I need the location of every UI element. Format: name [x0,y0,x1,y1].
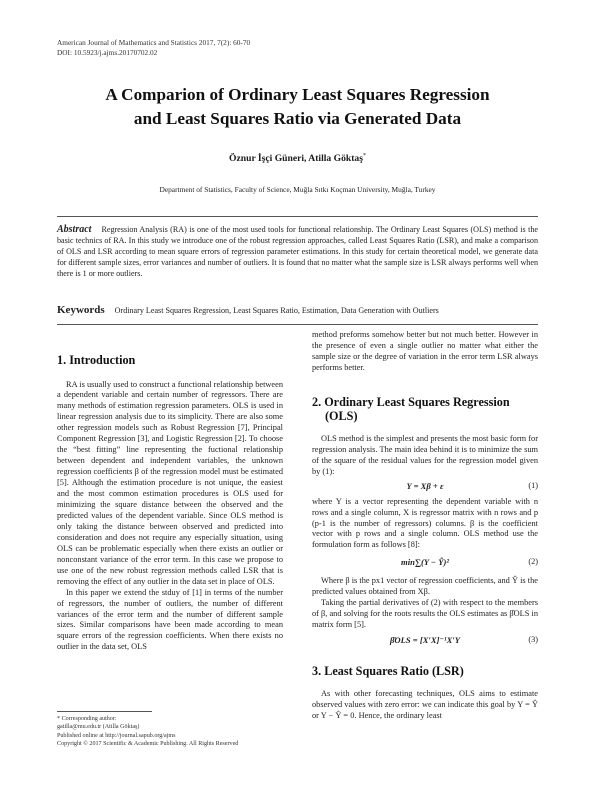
abstract [57,224,538,279]
section-2-paragraph-4: Taking the partial derivatives of (2) with respect to the members of β, and solving for the roots results the OLS estimates as β̂OLS in matrix form [5]. [312,598,538,630]
title-line-1: A Comparion of Ordinary Least Squares Regression [105,85,490,104]
section-2-heading [312,395,538,424]
abstract-text: Regression Analysis (RA) is one of the most used tools for functional relationship. The Ordinary Least Squares (OLS) method is the basic technics of RA. In this study we introduce one of the robust regression approaches, called Least Squares Ratio (LSR), and make a comparison of OLS and LSR according to mean square errors of regression parameter estimations. In this study for certain theoretical model, we generate data for different sample sizes, error variances and number of outliers. It is found that no matter what the sample size is LSR always performs well when there is 1 or more outliers. [57,225,538,279]
section-3-paragraph-1: As with other forecasting techniques, OLS aims to estimate observed values with zero error: we can indicate this goal by Y = Ŷ or Y − Ŷ = 0. Hence, the ordinary least [312,688,538,720]
intro-continuation: method preforms somehow better but not much better. However in the presence of even a single outlier no matter what either the sample size or the degree of variation in the error term LSR always performs better. [312,330,538,372]
section-2-paragraph-2: where Y is a vector representing the dependent variable with n rows and a single column, X is regressor matrix with n rows and p (p-1 is the number of regressors) columns. β is the coefficient vector with p rows and a single column. OLS method use the formulation form as follows [8]: [312,496,538,550]
author-list [0,153,595,164]
keywords-label: Keywords [57,304,105,316]
equation-1-body: Y = Xβ + ε [406,480,444,491]
corresponding-mark: * [362,153,366,159]
keywords-bottom-rule [57,324,538,325]
equation-3-body: β̂OLS = [X′X]⁻¹X′Y [390,635,460,646]
title-line-2: and Least Squares Ratio via Generated Data [133,108,462,128]
section-2-heading-line-1: 2. Ordinary Least Squares Regression [312,394,510,409]
abstract-top-rule [57,216,538,217]
journal-citation: American Journal of Mathematics and Statistics 2017, 7(2): 60-70 [57,38,251,47]
equation-1 [312,481,538,495]
section-1-paragraph-2: In this paper we extend the stduy of [1] in terms of the number of regressors, the number of outliers, the number of different variances of the error term and the number of different sample sizes. Similar comparisons have been made according to mean square errors of the regression coefficients. When there exists no outlier in the data set, OLS [57,587,283,652]
section-3-heading: 3. Least Squares Ratio (LSR) [312,664,464,679]
section-2-heading-line-2: (OLS) [325,409,358,424]
affiliation: Department of Statistics, Faculty of Science, Muğla Sıtkı Koçman University, Muğla, Turkey [159,185,436,194]
section-1-paragraph-1: RA is usually used to construct a functional relationship between a dependent variable and certain number of regressors. There are many methods of estimation regression parameters. OLS is used in linear regression analysis due to its simplicity. There are also some other regression models such as Robust Regression [7], Principal Component Regression [3], and Logistic Regression [2]. To choose the “best fitting” line representing the fuctional relationship between dependent and independent variables, the unknown regression coefficients β of the regression model must be estimated [5]. Although the estimation procedure is not unique, the easiest and the most common estimation procedures is OLS used for minimizing the square distance between the observed and the predicted values of the dependent variable. Since OLS method is only taking the distance between observed and predicted into consideration and does not require any especially situation, using OLS can be problematic especially when there exists an outlier or nonconstant variance of the error term. In this case we propose to use one of the new robust regression methods called LSR that is removing the effect of any outlier in the data set in place of OLS. [57,379,283,586]
section-1-heading: 1. Introduction [57,353,136,367]
footnote-email: gatilla@mu.edu.tr (Atilla Göktaş) [57,724,140,731]
abstract-label: Abstract [57,224,92,235]
equation-3 [312,635,538,649]
footnote-published: Published online at http://journal.sapub.org/ajms [57,732,176,739]
doi: DOI: 10.5923/j.ajms.20170702.02 [57,47,158,57]
equation-2-body: min∑(Y − Ŷ)² [401,557,449,568]
footnote-copyright: Copyright © 2017 Scientific & Academic Publishing. All Rights Reserved [57,741,239,748]
running-header [57,38,250,57]
section-2-paragraph-3: Where β is the px1 vector of regression coefficients, and Ŷ is the predicted values obtained from Xβ. [312,576,538,597]
footnote-rule [57,711,152,712]
footnote [57,715,287,749]
equation-1-number: (1) [528,480,538,490]
paper-title [40,83,555,130]
equation-3-number: (3) [528,635,538,645]
author-names: Öznur İşçi Güneri, Atilla Göktaş [229,153,363,165]
equation-2 [312,557,538,571]
right-column [312,330,538,722]
left-column [57,353,283,653]
keywords [57,304,538,316]
equation-2-number: (2) [528,557,538,567]
keywords-text: Ordinary Least Squares Regression, Least Squares Ratio, Estimation, Data Generation with Outliers [114,306,439,315]
section-2-paragraph-1: OLS method is the simplest and presents the most basic form for regression analysis. The main idea behind it is to minimize the sum of the square of the residual values for the regression model given by (1): [312,433,538,476]
footnote-corresponding: * Corresponding author: [57,716,117,722]
